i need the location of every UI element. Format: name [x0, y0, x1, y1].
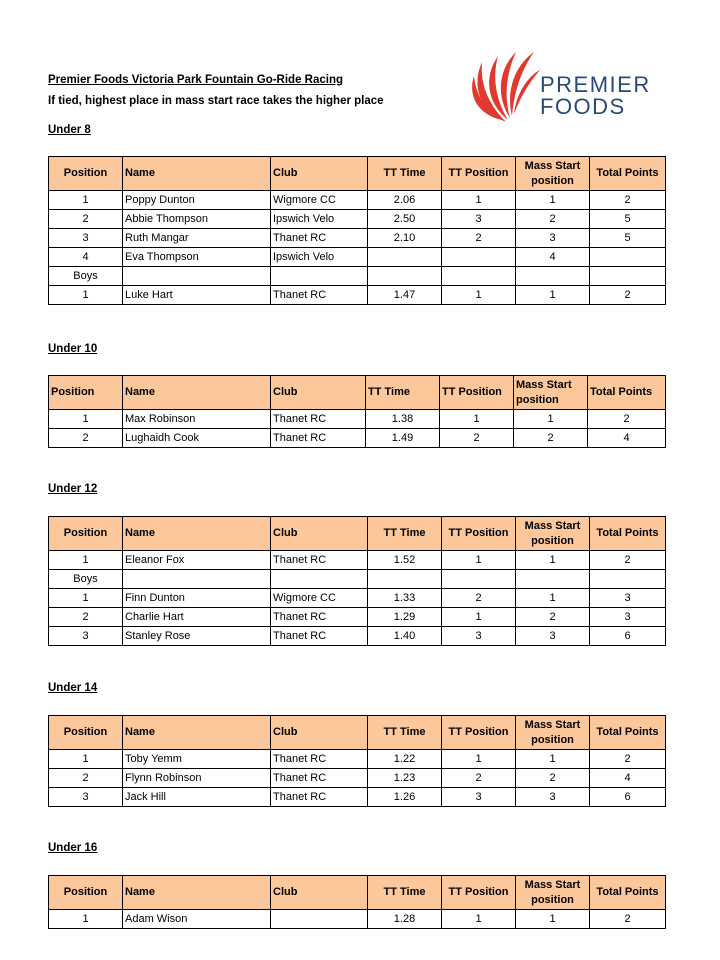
results-table [48, 156, 666, 305]
cell-tt-time: 1.40 [368, 627, 442, 646]
column-header-name: Name [123, 716, 271, 750]
column-header-club: Club [271, 376, 366, 410]
cell-tt-time [368, 248, 442, 267]
cell-club: Thanet RC [271, 769, 368, 788]
cell-name [123, 570, 271, 589]
column-header-tt-position: TT Position [442, 876, 516, 910]
cell-mass-start-position: 3 [516, 627, 590, 646]
column-header-tt-time: TT Time [368, 517, 442, 551]
cell-name: Stanley Rose [123, 627, 271, 646]
cell-position: 2 [49, 608, 123, 627]
table-row [49, 589, 666, 608]
section-title: Under 16 [48, 842, 98, 854]
cell-tt-position: 2 [442, 769, 516, 788]
cell-position: Boys [49, 570, 123, 589]
cell-name: Lughaidh Cook [123, 429, 271, 448]
cell-position: Boys [49, 267, 123, 286]
cell-total-points [590, 248, 666, 267]
cell-club: Ipswich Velo [271, 248, 368, 267]
cell-club [271, 910, 368, 929]
cell-position: 4 [49, 248, 123, 267]
cell-club: Thanet RC [271, 429, 366, 448]
cell-name: Flynn Robinson [123, 769, 271, 788]
table-header-row [49, 876, 666, 910]
table-row [49, 286, 666, 305]
cell-tt-time: 1.22 [368, 750, 442, 769]
cell-total-points: 5 [590, 229, 666, 248]
column-header-mass-start-position: Mass Start position [516, 517, 590, 551]
cell-tt-time: 1.33 [368, 589, 442, 608]
cell-mass-start-position: 4 [516, 248, 590, 267]
table-row [49, 769, 666, 788]
cell-tt-position: 1 [442, 910, 516, 929]
cell-position: 1 [49, 191, 123, 210]
cell-mass-start-position: 1 [514, 410, 588, 429]
cell-tt-position: 1 [442, 608, 516, 627]
column-header-tt-position: TT Position [442, 517, 516, 551]
table-row [49, 410, 666, 429]
logo-swirl-icon [470, 36, 540, 126]
column-header-total-points: Total Points [590, 517, 666, 551]
column-header-mass-start-position: Mass Start position [516, 716, 590, 750]
column-header-name: Name [123, 157, 271, 191]
cell-position: 3 [49, 788, 123, 807]
cell-position: 2 [49, 769, 123, 788]
cell-tt-position: 1 [442, 750, 516, 769]
premier-foods-logo [470, 36, 651, 126]
cell-club [271, 570, 368, 589]
cell-tt-time: 1.47 [368, 286, 442, 305]
cell-tt-time [368, 570, 442, 589]
cell-tt-time: 1.28 [368, 910, 442, 929]
cell-total-points [590, 267, 666, 286]
cell-mass-start-position: 1 [516, 910, 590, 929]
cell-total-points: 4 [588, 429, 666, 448]
cell-club: Thanet RC [271, 608, 368, 627]
column-header-tt-position: TT Position [442, 157, 516, 191]
cell-tt-time: 1.49 [366, 429, 440, 448]
cell-mass-start-position: 1 [516, 750, 590, 769]
cell-tt-time: 1.26 [368, 788, 442, 807]
column-header-name: Name [123, 517, 271, 551]
cell-club: Thanet RC [271, 410, 366, 429]
cell-club: Thanet RC [271, 627, 368, 646]
cell-position: 1 [49, 286, 123, 305]
logo-text-premier: PREMIER [540, 72, 651, 97]
cell-name: Max Robinson [123, 410, 271, 429]
column-header-tt-time: TT Time [368, 716, 442, 750]
cell-tt-position: 1 [442, 551, 516, 570]
page-title: Premier Foods Victoria Park Fountain Go-Ride Racing [48, 74, 344, 86]
cell-name: Charlie Hart [123, 608, 271, 627]
column-header-position: Position [49, 517, 123, 551]
cell-name: Finn Dunton [123, 589, 271, 608]
cell-tt-time [368, 267, 442, 286]
cell-tt-time: 1.29 [368, 608, 442, 627]
cell-tt-time: 1.23 [368, 769, 442, 788]
column-header-name: Name [123, 876, 271, 910]
cell-tt-position: 3 [442, 210, 516, 229]
column-header-club: Club [271, 517, 368, 551]
cell-club: Thanet RC [271, 551, 368, 570]
results-table [48, 516, 666, 646]
section-title: Under 8 [48, 124, 91, 136]
logo-text-foods: FOODS [540, 94, 626, 119]
cell-position: 1 [49, 410, 123, 429]
table-header-row [49, 517, 666, 551]
cell-tt-position: 3 [442, 627, 516, 646]
cell-position: 2 [49, 210, 123, 229]
cell-position: 1 [49, 910, 123, 929]
cell-tt-time: 2.50 [368, 210, 442, 229]
cell-name: Jack Hill [123, 788, 271, 807]
cell-mass-start-position: 1 [516, 286, 590, 305]
cell-club: Wigmore CC [271, 589, 368, 608]
column-header-mass-start-position: Mass Start position [514, 376, 588, 410]
table-row [49, 910, 666, 929]
cell-club: Wigmore CC [271, 191, 368, 210]
boys-subheader-row [49, 267, 666, 286]
cell-position: 1 [49, 750, 123, 769]
cell-tt-position [442, 248, 516, 267]
cell-name: Luke Hart [123, 286, 271, 305]
cell-mass-start-position: 1 [516, 551, 590, 570]
cell-club: Ipswich Velo [271, 210, 368, 229]
cell-mass-start-position [516, 570, 590, 589]
cell-tt-position: 2 [442, 229, 516, 248]
cell-total-points: 2 [590, 286, 666, 305]
cell-name: Eleanor Fox [123, 551, 271, 570]
column-header-total-points: Total Points [590, 716, 666, 750]
cell-tt-position [442, 570, 516, 589]
cell-tt-time: 1.52 [368, 551, 442, 570]
column-header-position: Position [49, 876, 123, 910]
cell-total-points: 2 [590, 191, 666, 210]
cell-name: Ruth Mangar [123, 229, 271, 248]
cell-position: 1 [49, 589, 123, 608]
column-header-tt-position: TT Position [440, 376, 514, 410]
cell-mass-start-position: 1 [516, 589, 590, 608]
cell-club [271, 267, 368, 286]
table-header-row [49, 716, 666, 750]
cell-total-points: 2 [590, 750, 666, 769]
table-row [49, 627, 666, 646]
table-row [49, 551, 666, 570]
section-title: Under 14 [48, 682, 98, 694]
table-header-row [49, 157, 666, 191]
cell-name: Eva Thompson [123, 248, 271, 267]
tie-rule-note: If tied, highest place in mass start race takes the higher place [48, 95, 384, 107]
results-table [48, 715, 666, 807]
column-header-mass-start-position: Mass Start position [516, 157, 590, 191]
cell-tt-position: 2 [440, 429, 514, 448]
cell-mass-start-position: 3 [516, 229, 590, 248]
cell-club: Thanet RC [271, 750, 368, 769]
column-header-tt-time: TT Time [368, 876, 442, 910]
cell-mass-start-position: 2 [516, 210, 590, 229]
column-header-position: Position [49, 376, 123, 410]
column-header-total-points: Total Points [588, 376, 666, 410]
table-header-row [49, 376, 666, 410]
table-row [49, 229, 666, 248]
column-header-club: Club [271, 716, 368, 750]
cell-club: Thanet RC [271, 286, 368, 305]
cell-position: 3 [49, 627, 123, 646]
column-header-position: Position [49, 716, 123, 750]
cell-name: Toby Yemm [123, 750, 271, 769]
column-header-total-points: Total Points [590, 876, 666, 910]
cell-position: 1 [49, 551, 123, 570]
column-header-position: Position [49, 157, 123, 191]
cell-total-points: 4 [590, 769, 666, 788]
cell-total-points: 3 [590, 608, 666, 627]
results-table [48, 875, 666, 929]
cell-total-points: 2 [590, 551, 666, 570]
cell-tt-time: 1.38 [366, 410, 440, 429]
column-header-mass-start-position: Mass Start position [516, 876, 590, 910]
cell-mass-start-position: 3 [516, 788, 590, 807]
cell-mass-start-position: 2 [514, 429, 588, 448]
section-title: Under 12 [48, 483, 98, 495]
table-row [49, 750, 666, 769]
table-row [49, 248, 666, 267]
cell-mass-start-position: 2 [516, 608, 590, 627]
cell-tt-time: 2.06 [368, 191, 442, 210]
table-row [49, 608, 666, 627]
cell-total-points: 3 [590, 589, 666, 608]
cell-club: Thanet RC [271, 229, 368, 248]
column-header-tt-position: TT Position [442, 716, 516, 750]
cell-total-points: 2 [590, 910, 666, 929]
cell-total-points: 6 [590, 788, 666, 807]
cell-position: 2 [49, 429, 123, 448]
cell-tt-position: 1 [442, 191, 516, 210]
cell-tt-position: 1 [442, 286, 516, 305]
table-row [49, 788, 666, 807]
cell-total-points: 6 [590, 627, 666, 646]
column-header-name: Name [123, 376, 271, 410]
cell-name: Abbie Thompson [123, 210, 271, 229]
table-row [49, 210, 666, 229]
cell-total-points [590, 570, 666, 589]
cell-name [123, 267, 271, 286]
cell-tt-position: 1 [440, 410, 514, 429]
cell-tt-position: 3 [442, 788, 516, 807]
section-title: Under 10 [48, 343, 98, 355]
column-header-tt-time: TT Time [366, 376, 440, 410]
cell-mass-start-position [516, 267, 590, 286]
results-table [48, 375, 666, 448]
cell-tt-position [442, 267, 516, 286]
boys-subheader-row [49, 570, 666, 589]
cell-total-points: 2 [588, 410, 666, 429]
cell-club: Thanet RC [271, 788, 368, 807]
cell-tt-time: 2.10 [368, 229, 442, 248]
cell-name: Adam Wison [123, 910, 271, 929]
cell-mass-start-position: 2 [516, 769, 590, 788]
column-header-total-points: Total Points [590, 157, 666, 191]
table-row [49, 191, 666, 210]
table-row [49, 429, 666, 448]
cell-total-points: 5 [590, 210, 666, 229]
column-header-club: Club [271, 876, 368, 910]
column-header-tt-time: TT Time [368, 157, 442, 191]
cell-position: 3 [49, 229, 123, 248]
cell-tt-position: 2 [442, 589, 516, 608]
cell-name: Poppy Dunton [123, 191, 271, 210]
column-header-club: Club [271, 157, 368, 191]
cell-mass-start-position: 1 [516, 191, 590, 210]
